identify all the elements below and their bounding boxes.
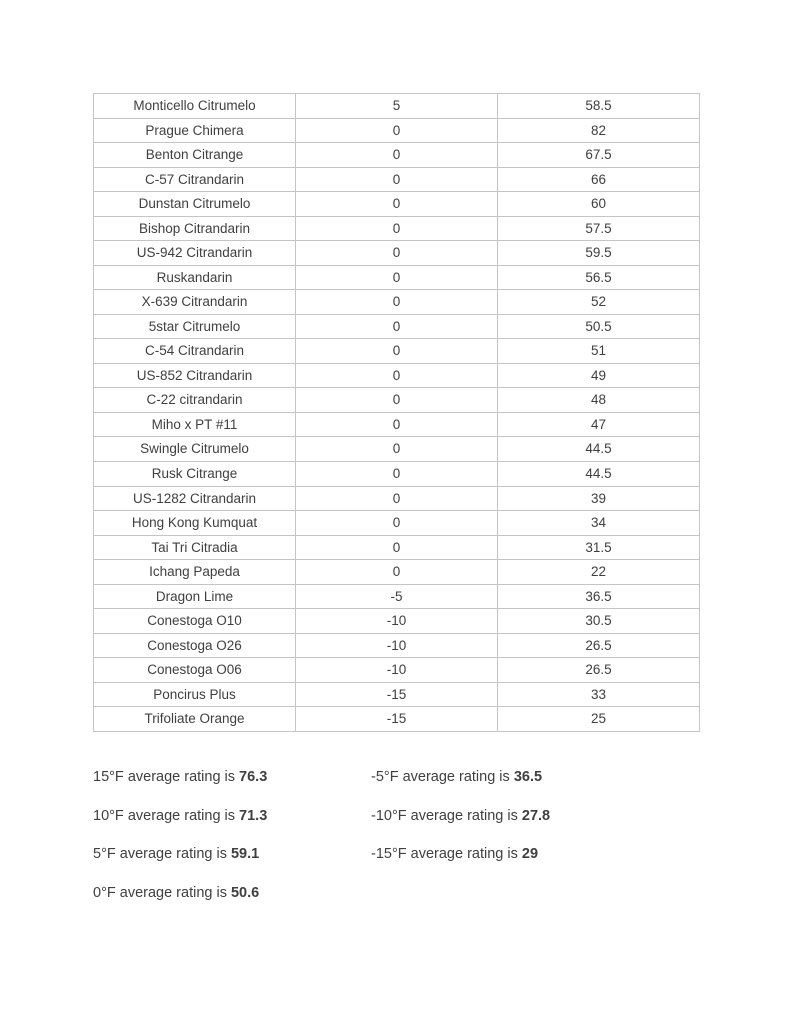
ratings-table <box>93 93 700 732</box>
table-row <box>94 118 700 143</box>
variety-name-cell: Conestoga O10 <box>94 609 296 634</box>
variety-name-cell: US-852 Citrandarin <box>94 363 296 388</box>
table-row <box>94 633 700 658</box>
average-rating-line <box>93 769 267 808</box>
variety-name-cell: Poncirus Plus <box>94 682 296 707</box>
average-rating-value: 50.6 <box>230 885 260 902</box>
rating-cell: 33 <box>498 682 700 707</box>
temperature-cell: 0 <box>296 560 498 585</box>
average-rating-value: 36.5 <box>513 769 543 785</box>
variety-name-cell: US-942 Citrandarin <box>94 241 296 266</box>
variety-name-cell: Conestoga O06 <box>94 658 296 683</box>
variety-name-cell: Prague Chimera <box>94 118 296 143</box>
variety-name-cell: Dragon Lime <box>94 584 296 609</box>
temperature-cell: 0 <box>296 216 498 241</box>
table-row <box>94 707 700 732</box>
summary-column-left <box>93 769 267 924</box>
temperature-cell: 0 <box>296 437 498 462</box>
summary-column-right <box>371 769 550 885</box>
temperature-cell: -15 <box>296 682 498 707</box>
variety-name-cell: Bishop Citrandarin <box>94 216 296 241</box>
table-row <box>94 265 700 290</box>
rating-cell: 48 <box>498 388 700 413</box>
temperature-cell: 0 <box>296 314 498 339</box>
average-rating-label: 0°F average rating is <box>93 885 227 902</box>
average-rating-label: 5°F average rating is <box>93 846 227 863</box>
average-rating-label: -5°F average rating is <box>371 769 510 785</box>
variety-name-cell: C-54 Citrandarin <box>94 339 296 364</box>
variety-name-cell: Monticello Citrumelo <box>94 94 296 119</box>
average-rating-label: 15°F average rating is <box>93 769 236 785</box>
table-row <box>94 609 700 634</box>
average-rating-value: 59.1 <box>230 846 260 863</box>
temperature-cell: 0 <box>296 461 498 486</box>
variety-name-cell: Trifoliate Orange <box>94 707 296 732</box>
variety-name-cell: Ichang Papeda <box>94 560 296 585</box>
average-rating-line <box>93 846 267 885</box>
rating-cell: 56.5 <box>498 265 700 290</box>
average-rating-label: 10°F average rating is <box>93 807 236 824</box>
temperature-cell: 0 <box>296 363 498 388</box>
rating-cell: 58.5 <box>498 94 700 119</box>
variety-name-cell: Hong Kong Kumquat <box>94 511 296 536</box>
temperature-cell: 0 <box>296 143 498 168</box>
table-row <box>94 461 700 486</box>
table-row <box>94 94 700 119</box>
rating-cell: 25 <box>498 707 700 732</box>
rating-cell: 31.5 <box>498 535 700 560</box>
temperature-cell: 0 <box>296 192 498 217</box>
table-row <box>94 682 700 707</box>
temperature-cell: 0 <box>296 290 498 315</box>
variety-name-cell: Miho x PT #11 <box>94 412 296 437</box>
average-rating-line <box>371 846 550 885</box>
temperature-cell: 0 <box>296 118 498 143</box>
average-rating-line <box>371 769 550 808</box>
temperature-cell: -10 <box>296 633 498 658</box>
table-row <box>94 241 700 266</box>
temperature-cell: -10 <box>296 609 498 634</box>
table-row <box>94 363 700 388</box>
variety-name-cell: 5star Citrumelo <box>94 314 296 339</box>
rating-cell: 44.5 <box>498 461 700 486</box>
rating-cell: 49 <box>498 363 700 388</box>
variety-name-cell: US-1282 Citrandarin <box>94 486 296 511</box>
temperature-cell: 5 <box>296 94 498 119</box>
rating-cell: 67.5 <box>498 143 700 168</box>
average-rating-label: -10°F average rating is <box>371 807 518 824</box>
temperature-cell: 0 <box>296 412 498 437</box>
rating-cell: 50.5 <box>498 314 700 339</box>
variety-name-cell: Benton Citrange <box>94 143 296 168</box>
rating-cell: 51 <box>498 339 700 364</box>
rating-cell: 34 <box>498 511 700 536</box>
table-row <box>94 437 700 462</box>
rating-cell: 57.5 <box>498 216 700 241</box>
rating-cell: 59.5 <box>498 241 700 266</box>
rating-cell: 44.5 <box>498 437 700 462</box>
rating-cell: 82 <box>498 118 700 143</box>
variety-name-cell: X-639 Citrandarin <box>94 290 296 315</box>
temperature-cell: 0 <box>296 511 498 536</box>
table-row <box>94 388 700 413</box>
rating-cell: 22 <box>498 560 700 585</box>
temperature-cell: 0 <box>296 265 498 290</box>
table-row <box>94 143 700 168</box>
temperature-cell: 0 <box>296 241 498 266</box>
temperature-cell: 0 <box>296 486 498 511</box>
variety-name-cell: Ruskandarin <box>94 265 296 290</box>
temperature-cell: -10 <box>296 658 498 683</box>
temperature-cell: -5 <box>296 584 498 609</box>
rating-cell: 52 <box>498 290 700 315</box>
rating-cell: 30.5 <box>498 609 700 634</box>
variety-name-cell: Dunstan Citrumelo <box>94 192 296 217</box>
average-rating-value: 71.3 <box>239 807 268 824</box>
average-rating-line <box>93 885 267 924</box>
rating-cell: 66 <box>498 167 700 192</box>
table-row <box>94 511 700 536</box>
table-row <box>94 216 700 241</box>
variety-name-cell: Conestoga O26 <box>94 633 296 658</box>
variety-name-cell: Rusk Citrange <box>94 461 296 486</box>
average-rating-value: 29 <box>521 846 539 863</box>
rating-cell: 47 <box>498 412 700 437</box>
average-rating-line <box>371 808 550 847</box>
table-row <box>94 584 700 609</box>
average-rating-value: 27.8 <box>521 807 551 824</box>
ratings-table-body <box>94 94 700 732</box>
temperature-cell: -15 <box>296 707 498 732</box>
temperature-cell: 0 <box>296 167 498 192</box>
table-row <box>94 658 700 683</box>
rating-cell: 39 <box>498 486 700 511</box>
rating-cell: 26.5 <box>498 633 700 658</box>
temperature-cell: 0 <box>296 535 498 560</box>
table-row <box>94 167 700 192</box>
variety-name-cell: C-57 Citrandarin <box>94 167 296 192</box>
average-rating-line <box>93 808 267 847</box>
rating-cell: 60 <box>498 192 700 217</box>
table-row <box>94 192 700 217</box>
temperature-cell: 0 <box>296 388 498 413</box>
rating-cell: 36.5 <box>498 584 700 609</box>
temperature-cell: 0 <box>296 339 498 364</box>
table-row <box>94 314 700 339</box>
table-row <box>94 339 700 364</box>
table-row <box>94 560 700 585</box>
table-row <box>94 290 700 315</box>
average-rating-value: 76.3 <box>239 769 268 785</box>
table-row <box>94 486 700 511</box>
variety-name-cell: C-22 citrandarin <box>94 388 296 413</box>
variety-name-cell: Swingle Citrumelo <box>94 437 296 462</box>
variety-name-cell: Tai Tri Citradia <box>94 535 296 560</box>
table-row <box>94 412 700 437</box>
table-row <box>94 535 700 560</box>
average-rating-label: -15°F average rating is <box>371 846 518 863</box>
rating-cell: 26.5 <box>498 658 700 683</box>
